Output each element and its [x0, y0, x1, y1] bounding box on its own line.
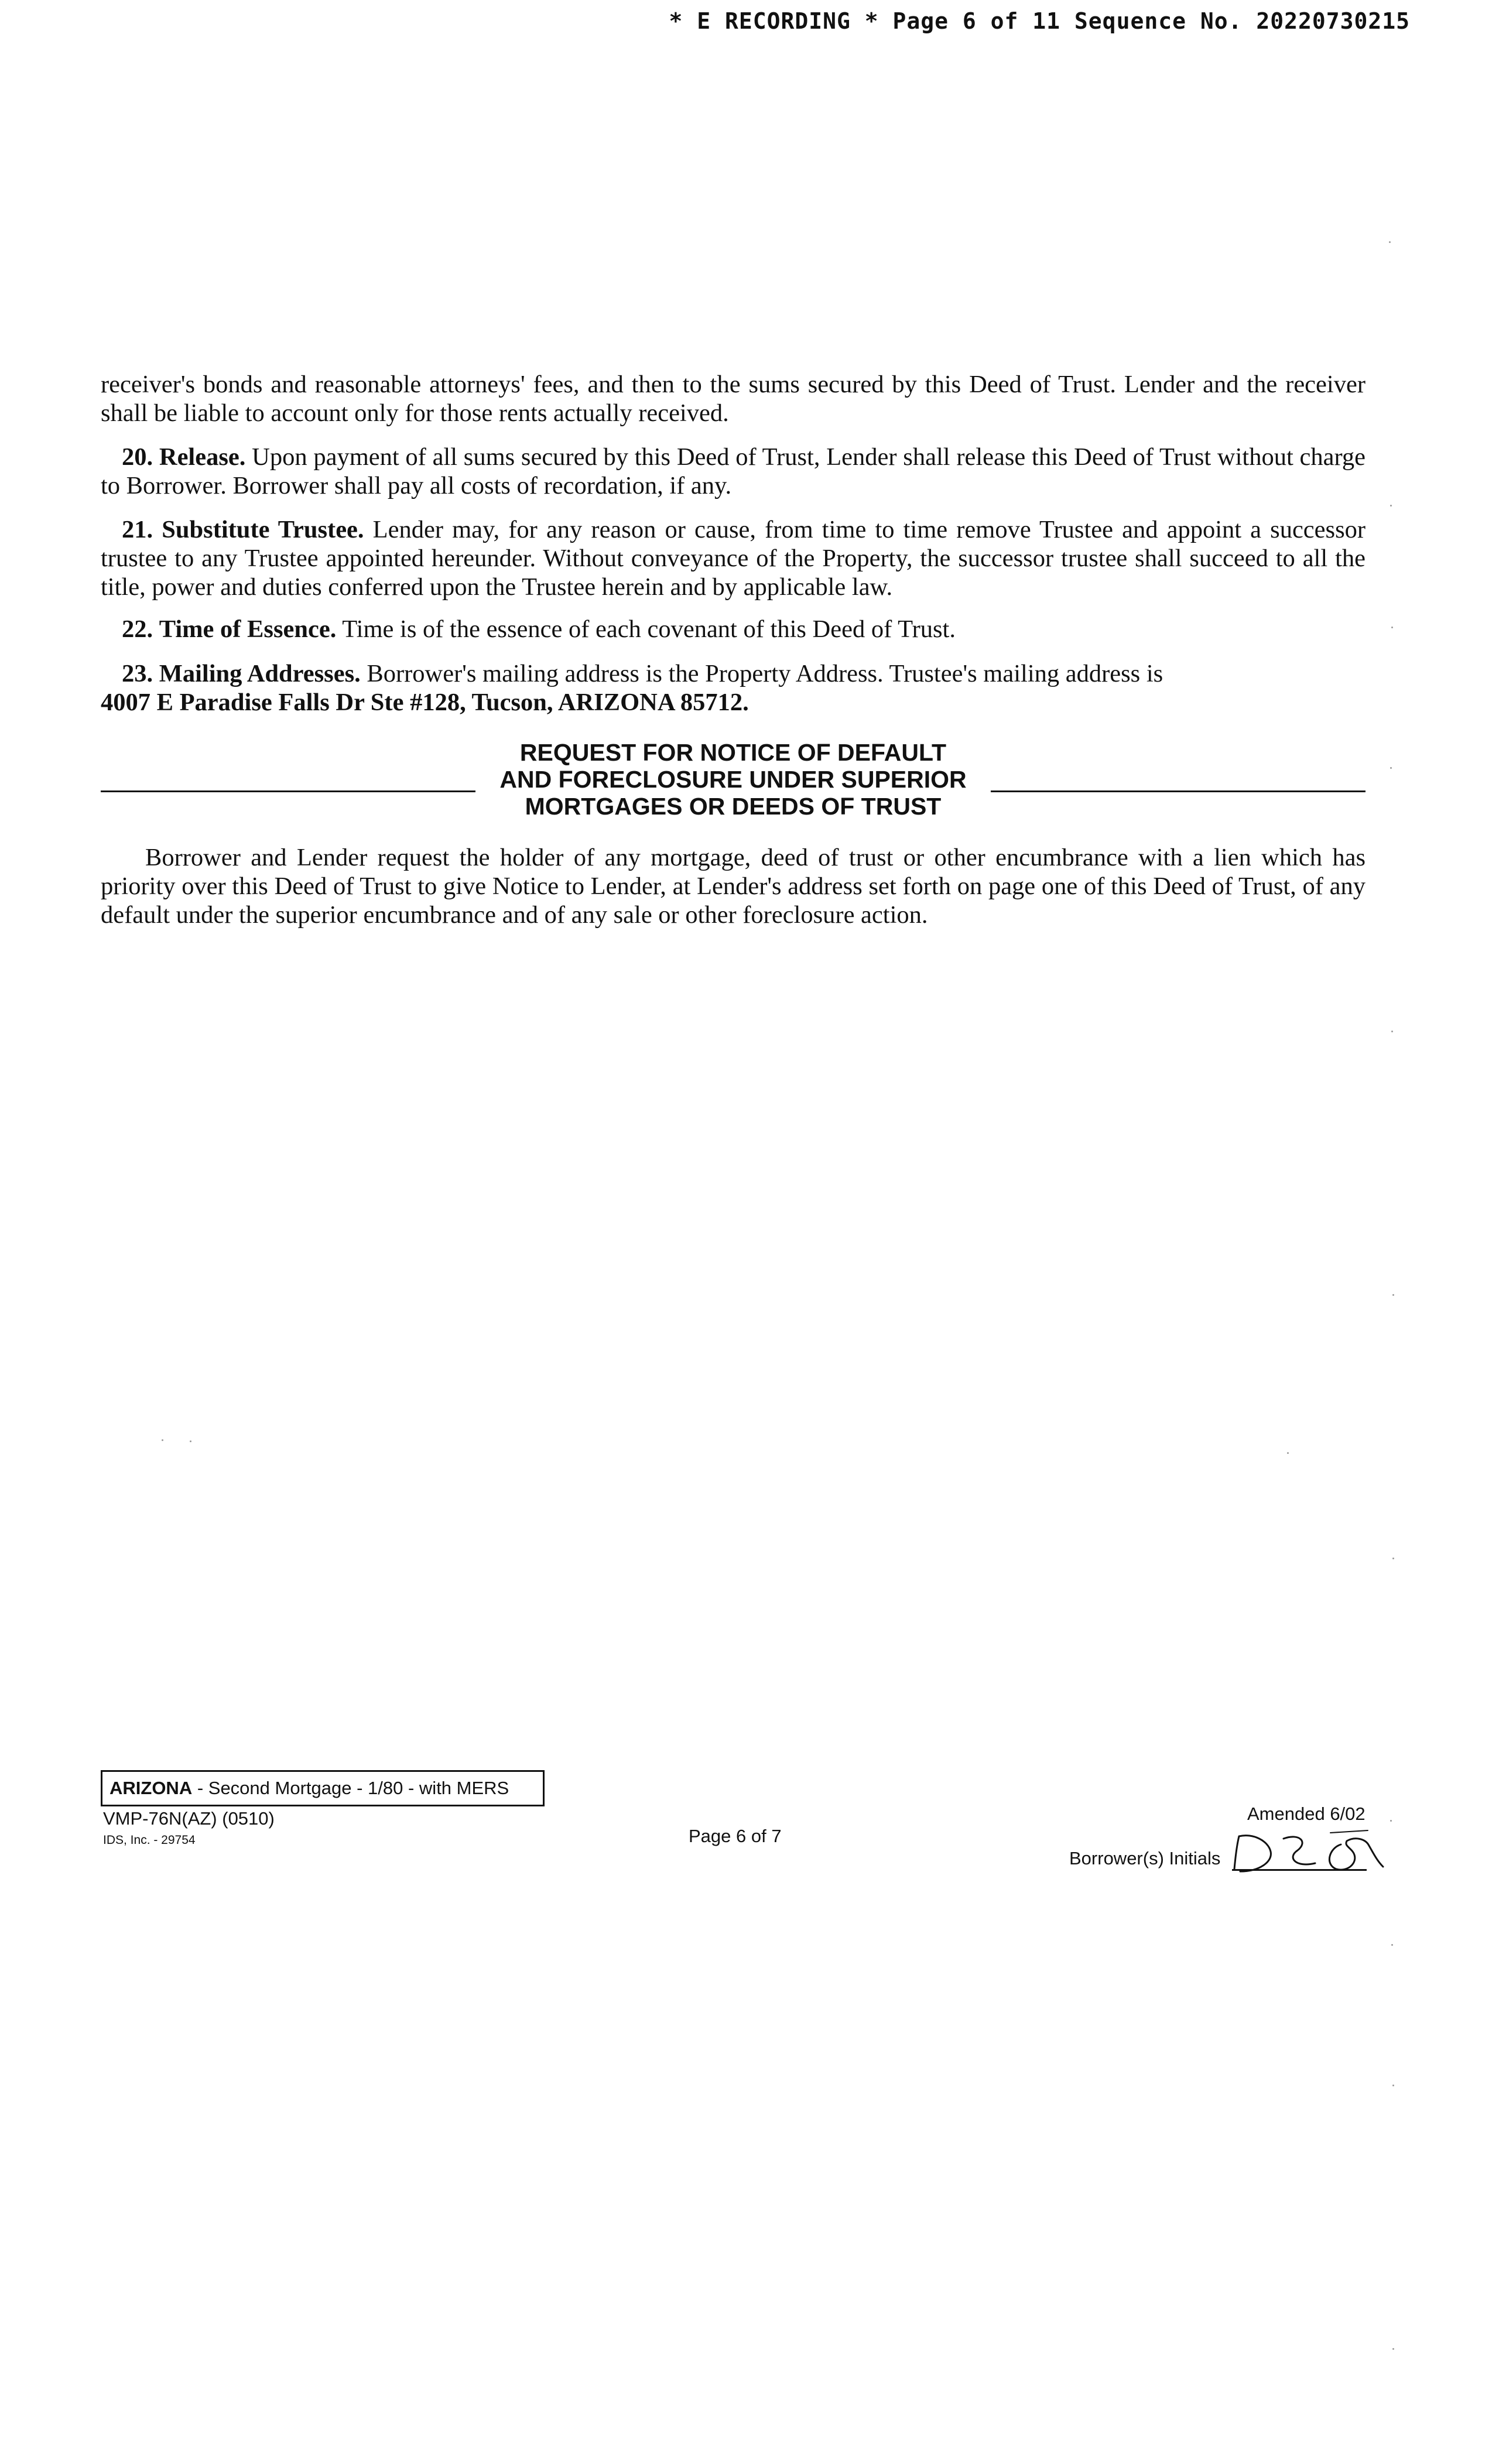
request-title-line-1: REQUEST FOR NOTICE OF DEFAULT: [519, 739, 947, 766]
request-notice-paragraph: [101, 843, 1365, 929]
section-text: Borrower's mailing address is the Property Address. Trustee's mailing address is: [367, 660, 1163, 687]
scan-speck: [1391, 1944, 1393, 1946]
section-title: Mailing Addresses.: [159, 660, 361, 687]
scan-speck: [1392, 1294, 1394, 1296]
section-number: 23.: [122, 660, 153, 687]
scan-speck: [1287, 1452, 1289, 1454]
section-text: Upon payment of all sums secured by this Deed of Trust, Lender shall release this Deed of Trust without charge to Borrower. Borrower shall pay all costs of recordation, if any.: [101, 443, 1366, 499]
borrower-initials-label: Borrower(s) Initials: [1069, 1848, 1221, 1868]
continuation-text: receiver's bonds and reasonable attorneys' fees, and then to the sums secured by this Deed of Trust. Lender and the receiver shall be liable to account only for those rents actually received.: [101, 371, 1365, 427]
scan-speck: [1390, 1820, 1392, 1822]
form-description: - Second Mortgage - 1/80 - with MERS: [192, 1778, 509, 1798]
scan-speck: [162, 1439, 163, 1441]
request-notice-title: [101, 739, 1365, 820]
request-title-line-3: MORTGAGES OR DEEDS OF TRUST: [525, 793, 942, 820]
scan-speck: [1391, 627, 1393, 628]
scan-speck: [1389, 241, 1391, 243]
scan-speck: [1392, 1558, 1394, 1559]
section-title: Substitute Trustee.: [162, 516, 364, 543]
section-time-of-essence: [101, 615, 1365, 644]
scan-speck: [1391, 1031, 1393, 1032]
request-notice-heading: [101, 739, 1365, 827]
ids-code: IDS, Inc. - 29754: [103, 1833, 196, 1847]
form-code: VMP-76N(AZ) (0510): [103, 1808, 275, 1829]
section-mailing-addresses: [101, 659, 1365, 717]
request-notice-text: Borrower and Lender request the holder of any mortgage, deed of trust or other encumbrance with a lien which has priority over this Deed of Trust to give Notice to Lender, at Lender's address set forth on page one of this Deed of Trust, of any default under the superior encumbrance and of any sale or other foreclosure action.: [101, 844, 1365, 929]
section-number: 20.: [122, 443, 153, 471]
form-title-box: [101, 1770, 545, 1806]
section-substitute-trustee: [101, 515, 1365, 601]
section-title: Time of Essence.: [159, 615, 337, 643]
amended-note: Amended 6/02: [1247, 1803, 1365, 1824]
section-text: Lender may, for any reason or cause, from time to time remove Trustee and appoint a successor trustee to any Trustee appointed hereunder. Without conveyance of the Property, the successor trustee shall succeed to all the title, power and duties conferred upon the Trustee herein and by applicable law.: [101, 516, 1366, 601]
scan-speck: [190, 1440, 191, 1442]
section-text: Time is of the essence of each covenant of this Deed of Trust.: [342, 615, 956, 643]
section-number: 21.: [122, 516, 153, 543]
page-number: Page 6 of 7: [689, 1826, 782, 1846]
section-number: 22.: [122, 615, 153, 643]
section-release: [101, 443, 1365, 500]
scan-speck: [1392, 2085, 1394, 2086]
scan-speck: [1392, 2348, 1394, 2350]
trustee-address: 4007 E Paradise Falls Dr Ste #128, Tucson, ARIZONA 85712.: [101, 689, 749, 716]
section-title: Release.: [159, 443, 246, 471]
form-state: ARIZONA: [109, 1778, 193, 1798]
request-title-line-2: AND FORECLOSURE UNDER SUPERIOR: [499, 766, 967, 793]
scan-speck: [1390, 767, 1392, 769]
scan-speck: [1390, 505, 1392, 507]
borrower-initials-signature: [1230, 1815, 1394, 1880]
recording-header: * E RECORDING * Page 6 of 11 Sequence No. 20220730215: [669, 8, 1410, 34]
continuation-paragraph: [101, 370, 1365, 427]
